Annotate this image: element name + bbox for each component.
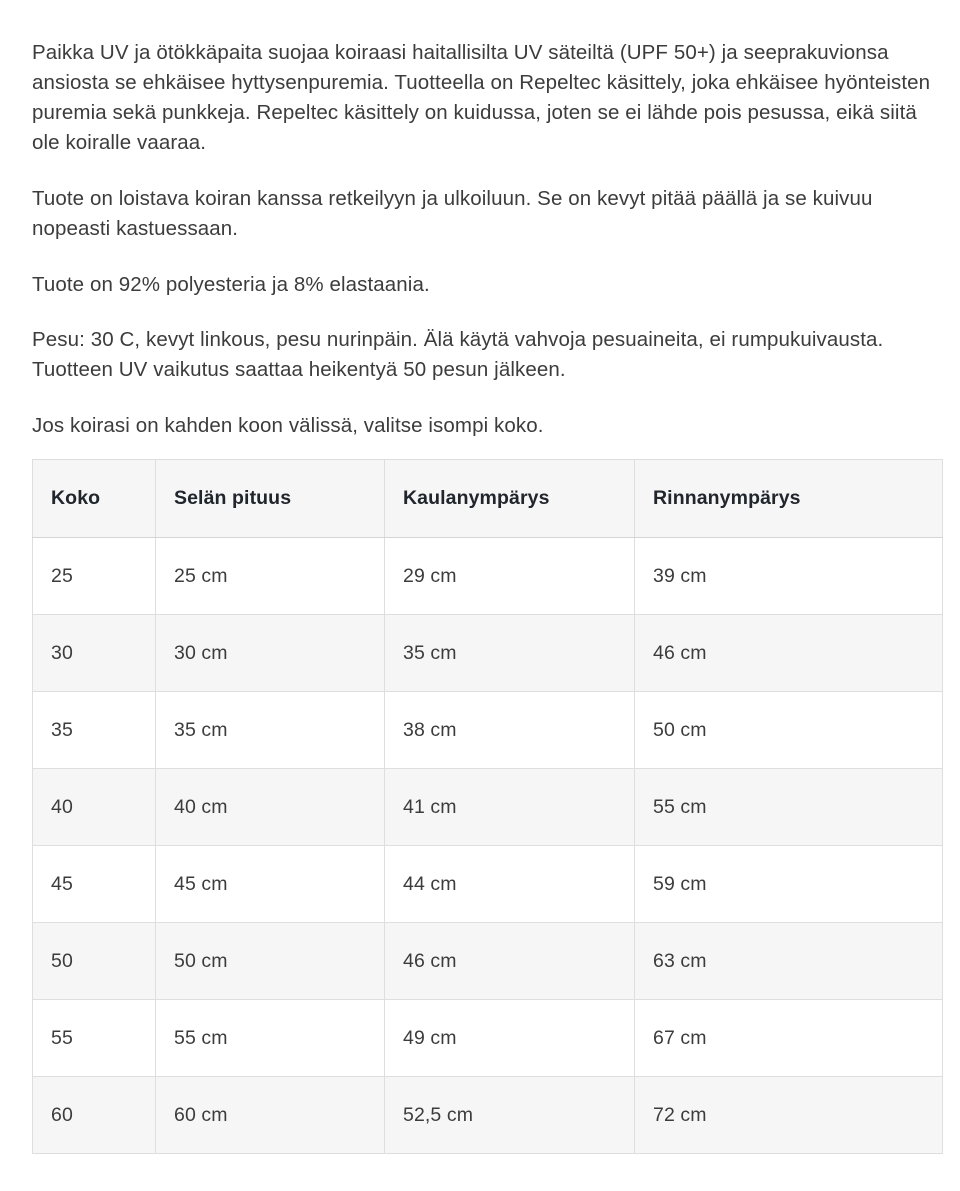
cell-back-length: 60 cm bbox=[156, 1077, 385, 1154]
cell-size: 50 bbox=[33, 923, 156, 1000]
table-row bbox=[33, 692, 943, 769]
table-header-row bbox=[33, 460, 943, 538]
table-row bbox=[33, 615, 943, 692]
table-row bbox=[33, 1077, 943, 1154]
column-header-koko: Koko bbox=[33, 460, 156, 538]
cell-chest-girth: 63 cm bbox=[635, 923, 943, 1000]
cell-neck-girth: 41 cm bbox=[385, 769, 635, 846]
paragraph-sizing-advice: Jos koirasi on kahden koon välissä, valitse isompi koko. bbox=[32, 414, 544, 438]
size-chart-head bbox=[33, 460, 943, 538]
cell-back-length: 50 cm bbox=[156, 923, 385, 1000]
paragraph-uv-protection: Paikka UV ja ötökkäpaita suojaa koiraasi haitallisilta UV säteiltä (UPF 50+) ja seeprakuvionsa ansiosta se ehkäisee hyttysenpuremia. Tuotteella on Repeltec käsittely, joka ehkäisee hyönteisten puremia sekä punkkeja. Repeltec käsittely on kuidussa, joten se ei lähde pois pesussa, eikä siitä ole koiralle vaaraa. bbox=[32, 41, 931, 154]
column-header-rinnanymparys: Rinnanympärys bbox=[635, 460, 943, 538]
size-chart-table bbox=[32, 459, 943, 1154]
cell-neck-girth: 49 cm bbox=[385, 1000, 635, 1077]
cell-size: 55 bbox=[33, 1000, 156, 1077]
cell-size: 35 bbox=[33, 692, 156, 769]
cell-chest-girth: 46 cm bbox=[635, 615, 943, 692]
cell-back-length: 25 cm bbox=[156, 538, 385, 615]
cell-back-length: 35 cm bbox=[156, 692, 385, 769]
column-header-kaulanymparys: Kaulanympärys bbox=[385, 460, 635, 538]
table-row bbox=[33, 1000, 943, 1077]
column-header-selan-pituus: Selän pituus bbox=[156, 460, 385, 538]
cell-size: 25 bbox=[33, 538, 156, 615]
cell-back-length: 55 cm bbox=[156, 1000, 385, 1077]
size-chart-container bbox=[32, 459, 942, 1154]
cell-size: 60 bbox=[33, 1077, 156, 1154]
cell-size: 45 bbox=[33, 846, 156, 923]
cell-back-length: 45 cm bbox=[156, 846, 385, 923]
cell-chest-girth: 59 cm bbox=[635, 846, 943, 923]
paragraph-usage: Tuote on loistava koiran kanssa retkeilyyn ja ulkoiluun. Se on kevyt pitää päällä ja se kuivuu nopeasti kastuessaan. bbox=[32, 186, 873, 240]
cell-back-length: 30 cm bbox=[156, 615, 385, 692]
cell-neck-girth: 35 cm bbox=[385, 615, 635, 692]
cell-chest-girth: 55 cm bbox=[635, 769, 943, 846]
cell-chest-girth: 67 cm bbox=[635, 1000, 943, 1077]
table-row bbox=[33, 769, 943, 846]
cell-back-length: 40 cm bbox=[156, 769, 385, 846]
cell-neck-girth: 44 cm bbox=[385, 846, 635, 923]
cell-neck-girth: 29 cm bbox=[385, 538, 635, 615]
paragraph-washing-instructions: Pesu: 30 C, kevyt linkous, pesu nurinpäin. Älä käytä vahvoja pesuaineita, ei rumpukuivausta. Tuotteen UV vaikutus saattaa heikentyä 50 pesun jälkeen. bbox=[32, 328, 884, 382]
cell-chest-girth: 39 cm bbox=[635, 538, 943, 615]
cell-neck-girth: 52,5 cm bbox=[385, 1077, 635, 1154]
paragraph-material: Tuote on 92% polyesteria ja 8% elastaania. bbox=[32, 272, 430, 296]
cell-chest-girth: 50 cm bbox=[635, 692, 943, 769]
cell-neck-girth: 46 cm bbox=[385, 923, 635, 1000]
cell-size: 40 bbox=[33, 769, 156, 846]
size-chart-body bbox=[33, 538, 943, 1154]
table-row bbox=[33, 538, 943, 615]
cell-neck-girth: 38 cm bbox=[385, 692, 635, 769]
table-row bbox=[33, 846, 943, 923]
cell-size: 30 bbox=[33, 615, 156, 692]
cell-chest-girth: 72 cm bbox=[635, 1077, 943, 1154]
table-row bbox=[33, 923, 943, 1000]
